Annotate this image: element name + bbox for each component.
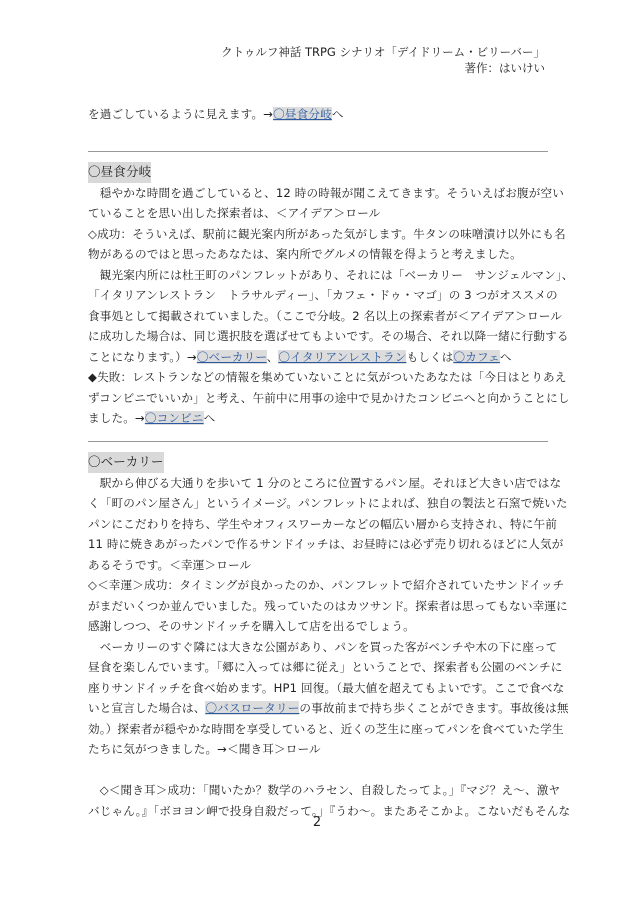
text-segment: ずコンビニでいいか」と考え、午前中に用事の途中で見かけたコンビニへと向かうことにし	[88, 390, 570, 405]
text-line	[88, 326, 569, 347]
intro-continuation	[88, 104, 548, 125]
section-heading: 〇ベーカリー	[88, 452, 164, 473]
text-segment: 感謝しつつ、そのサンドイッチを購入して店を出るでしょう。	[88, 619, 415, 633]
text-segment: あるそうです。＜幸運＞ロール	[88, 557, 252, 572]
text-segment: ていることを思い出した探索者は、＜アイデア＞ロール	[88, 206, 381, 220]
text-segment: へ	[331, 107, 344, 121]
text-segment: 食事処として掲載されていました。（ここで分岐。2 名以上の探索者が＜アイデア＞ロール	[88, 308, 563, 323]
text-segment: いと宣言した場合は、	[88, 701, 206, 715]
text-segment: たちに気がつきました。→＜聞き耳＞ロール	[88, 742, 321, 756]
text-segment: ベーカリーのすぐ隣には大きな公園があり、パンを買った客がベンチや木の下に座って	[88, 639, 558, 654]
text-line	[88, 514, 557, 535]
text-segment: 座りサンドイッチを食べ始めます。HP1 回復。（最大値を超えてもよいです。ここで食べな	[88, 680, 565, 695]
text-segment: 効。）探索者が穏やかな時間を享受していると、近くの芝生に座ってパンを食べていた学生	[88, 721, 564, 736]
section-lunch-branch	[88, 162, 574, 429]
text-line	[88, 739, 548, 760]
text-line	[88, 555, 548, 576]
text-line	[88, 637, 558, 658]
text-line	[88, 183, 564, 204]
section-bakery	[88, 452, 571, 821]
text-segment: ◇＜幸運＞成功：タイミングが良かったのか、パンフレットで紹介されていたサンドイッチ	[88, 578, 565, 592]
text-line	[88, 698, 569, 719]
text-segment: バじゃん。』「ボヨヨン岬で投身自殺だって。」『うわ〜。またあそこかよ。こないだもそんな	[88, 803, 571, 818]
cross-reference-link[interactable]: 〇カフェ	[453, 349, 500, 364]
text-segment: パンにこだわりを持ち、学生やオフィスワーカーなどの幅広い層から支持され、特に午前	[88, 516, 557, 531]
text-segment: がまだいくつか並んでいました。残っていたのはカツサンド。探索者は思ってもない幸運に	[88, 598, 568, 613]
text-line	[88, 534, 564, 555]
text-line	[88, 575, 565, 596]
text-segment: もしくは	[406, 349, 454, 364]
text-line	[88, 719, 564, 740]
text-segment: 、	[266, 349, 279, 364]
text-line	[88, 104, 548, 125]
text-segment: ◇成功：そういえば、駅前に観光案内所があった気がします。牛タンの味噌漬け以外にも名	[88, 226, 566, 241]
text-segment: ◇＜聞き耳＞成功：「聞いたか？数学のハラセン、自殺したってよ。」『マジ？え〜、激ヤ	[88, 783, 561, 797]
header-title: クトゥルフ神話 TRPG シナリオ「デイドリーム・ビリーバー」	[221, 45, 545, 59]
text-segment: ました。→	[88, 411, 145, 425]
text-segment: 物があるのではと思ったあなたは、案内所でグルメの情報を得ようと考えました。	[88, 247, 522, 261]
text-segment: 駅から伸びる大通りを歩いて 1 分のところに位置するパン屋。それほど大きい店ではな	[88, 475, 562, 490]
text-line	[88, 596, 568, 617]
text-line	[88, 388, 570, 409]
cross-reference-link[interactable]: 〇昼食分岐	[273, 107, 332, 121]
text-segment: 昼食を楽しんでいます。「郷に入っては郷に従え」ということで、探索者も公園のベンチに	[88, 660, 563, 674]
text-line	[88, 367, 567, 388]
text-segment: ことになります。）→	[88, 349, 197, 364]
text-segment: 「イタリアンレストラン トラサルディー」、「カフェ・ドゥ・マゴ」の 3 つがオススメの	[88, 288, 558, 302]
section-heading: 〇昼食分岐	[88, 162, 151, 183]
section-divider	[88, 441, 548, 442]
text-segment: を過ごしているように見えます。→	[88, 107, 274, 121]
cross-reference-link[interactable]: 〇ベーカリー	[196, 349, 267, 364]
text-segment: へ	[499, 349, 512, 364]
text-line	[88, 780, 561, 801]
cross-reference-link[interactable]: 〇イタリアンレストラン	[278, 349, 407, 364]
page-number: 2	[312, 815, 322, 830]
text-segment: に成功した場合は、同じ選択肢を選ばせてもよいです。その場合、それ以降一緒に行動する	[88, 329, 569, 343]
text-line	[88, 265, 574, 286]
text-segment: へ	[203, 411, 216, 425]
text-segment: の事故前まで持ち歩くことができます。事故後は無	[299, 701, 569, 715]
text-line	[88, 678, 565, 699]
cross-reference-link[interactable]: 〇バスロータリー	[205, 701, 300, 715]
text-line	[88, 473, 562, 494]
text-line	[88, 493, 568, 514]
text-line	[88, 224, 566, 245]
text-segment: く「町のパン屋さん」というイメージ。パンフレットによれば、独自の製法と石窯で焼いた	[88, 496, 568, 510]
text-line	[88, 285, 558, 306]
text-segment: ◆失敗：レストランなどの情報を集めていないことに気がついたあなたは「今日はとりあえ	[88, 370, 567, 384]
cross-reference-link[interactable]: 〇コンビニ	[144, 411, 204, 425]
section-divider	[88, 151, 548, 152]
text-segment: 観光案内所には杜王町のパンフレットがあり、それには「ベーカリー サンジェルマン」、	[88, 267, 574, 282]
text-line	[88, 244, 548, 265]
text-line	[88, 347, 548, 368]
text-line	[88, 657, 563, 678]
text-line	[88, 408, 548, 429]
header-author: 著作：はいけい	[464, 61, 545, 75]
text-line	[88, 203, 548, 224]
text-line	[88, 760, 548, 781]
text-line	[88, 306, 563, 327]
text-line	[88, 616, 548, 637]
text-segment: 穏やかな時間を過ごしていると、12 時の時報が聞こえてきます。そういえばお腹が空い	[88, 185, 564, 200]
text-segment: 11 時に焼きあがったパンで作るサンドイッチは、お昼時には必ず売り切れるほどに人気が	[88, 537, 564, 551]
